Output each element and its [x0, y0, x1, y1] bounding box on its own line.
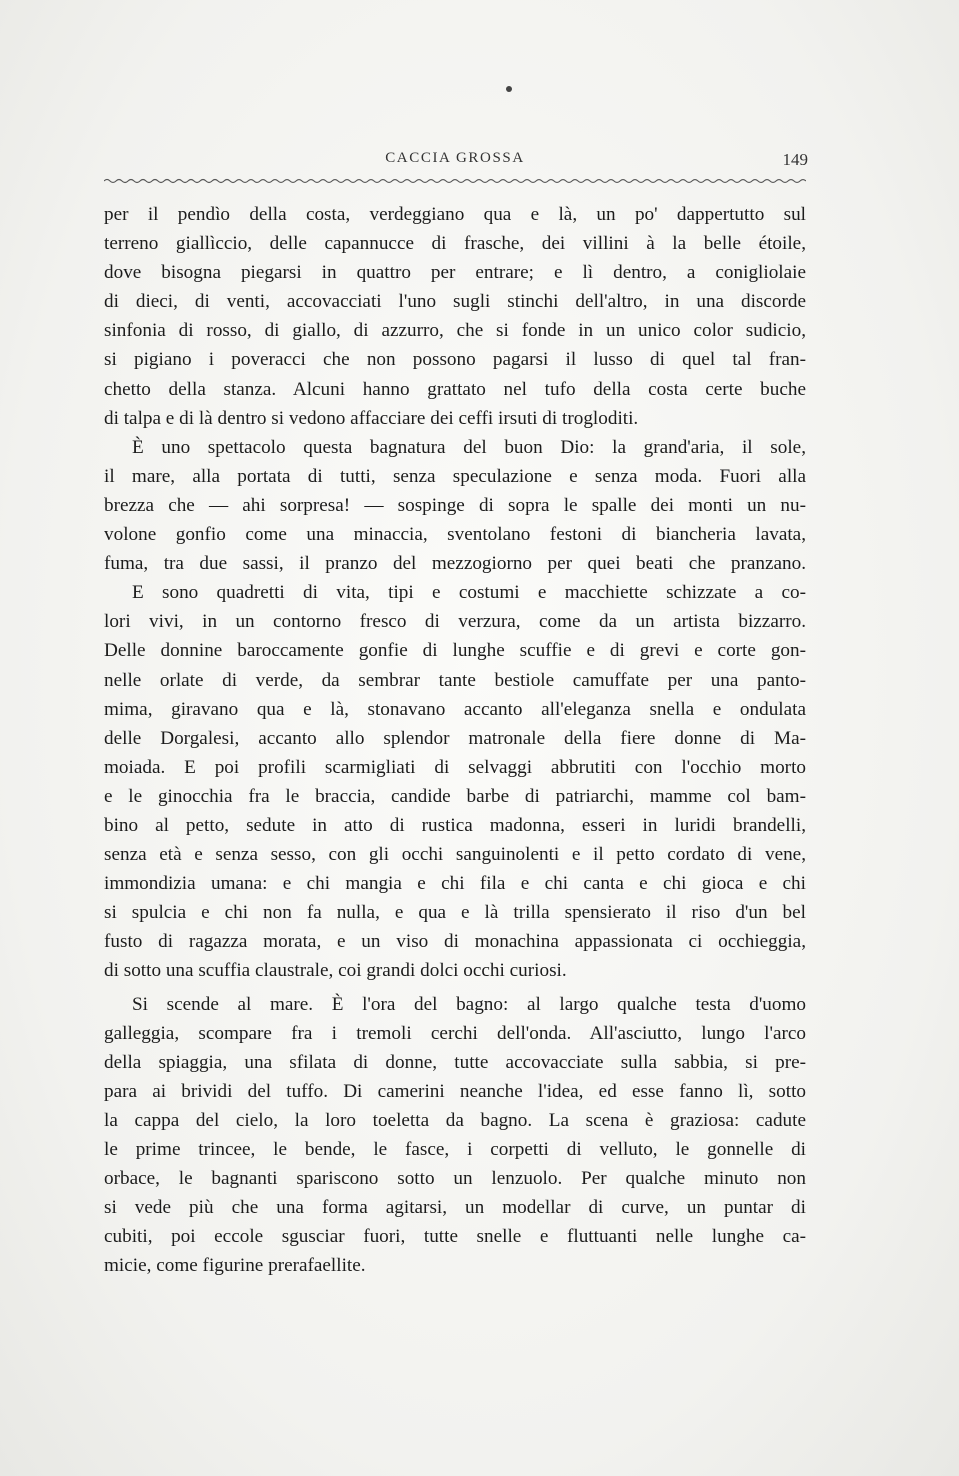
text-line: fuma, tra due sassi, il pranzo del mezzogiorno per quei beati che pranzano. [104, 553, 806, 575]
text-line: della spiaggia, una sfilata di donne, tutte accovacciate sulla sabbia, si pre- [104, 1051, 806, 1073]
text-line: nelle orlate di verde, da sembrar tante bestiole camuffate per una panto- [104, 669, 806, 691]
text-line: Delle donnine baroccamente gonfie di lunghe scuffie e di grevi e corte gon- [104, 640, 806, 662]
text-line: E sono quadretti di vita, tipi e costumi e macchiette schizzate a co- [132, 582, 806, 604]
text-line: le prime trincee, le bende, le fasce, i corpetti di velluto, le gonnelle di [104, 1139, 806, 1160]
text-line: galleggia, scompare fra i tremoli cerchi dell'onda. All'asciutto, lungo l'arco [104, 1022, 806, 1044]
text-line: bino al petto, sedute in atto di rustica madonna, esseri in luridi brandelli, [104, 814, 806, 836]
text-line: micie, come figurine prerafaellite. [104, 1255, 366, 1277]
text-line: orbace, le bagnanti spariscono sotto un lenzuolo. Per qualche minuto non [104, 1168, 806, 1190]
text-line: delle Dorgalesi, accanto allo splendor matronale della fiere donne di Ma- [104, 727, 806, 749]
body-text [104, 200, 806, 1280]
text-line: È uno spettacolo questa bagnatura del buon Dio: la grand'aria, il sole, [132, 436, 806, 458]
text-line: senza età e senza sesso, con gli occhi sanguinolenti e il petto cordato di vene, [104, 844, 806, 866]
page-speck [506, 86, 512, 92]
text-line: fusto di ragazza morata, e un viso di monachina appassionata ci occhieggia, [104, 931, 806, 953]
text-line: terreno giallìccio, delle capannucce di frasche, dei villini à la belle étoile, [104, 233, 806, 255]
text-line: si spulcia e chi non fa nulla, e qua e là trilla spensierato il riso d'un bel [104, 902, 806, 924]
page-number: 149 [782, 150, 808, 169]
wavy-rule [104, 177, 806, 185]
text-line: di dieci, di venti, accovacciati l'uno sugli stinchi dell'altro, in una discorde [104, 291, 806, 313]
text-line: sinfonia di rosso, di giallo, di azzurro, che si fonde in un unico color sudicio, [104, 320, 806, 342]
running-head-title: CACCIA GROSSA [385, 150, 525, 166]
text-line: brezza che — ahi sorpresa! — sospinge di sopra le spalle dei monti un nu- [104, 494, 806, 516]
text-line: si pigiano i poveracci che non possono pagarsi il lusso di quel tal fran- [104, 349, 806, 371]
text-line: para ai brividi del tuffo. Di camerini neanche l'idea, ed esse fanno lì, sotto [104, 1080, 806, 1102]
text-line: lori vivi, in un contorno fresco di verzura, come da un artista bizzarro. [104, 611, 806, 633]
text-line: si vede più che una forma agitarsi, un modellar di curve, un puntar di [104, 1197, 806, 1219]
text-line: di sotto una scuffia claustrale, coi grandi dolci occhi curiosi. [104, 960, 567, 982]
text-line: di talpa e di là dentro si vedono affacciare dei ceffi irsuti di trogloditi. [104, 407, 639, 429]
text-line: volone gonfio come una minaccia, sventolano festoni di biancheria lavata, [104, 524, 806, 546]
text-line: moiada. E poi profili scarmigliati di selvaggi abbrutiti con l'occhio morto [104, 756, 806, 778]
text-line: la cappa del cielo, la loro toeletta da bagno. La scena è graziosa: cadute [104, 1109, 806, 1131]
text-line: cubiti, poi eccole sgusciar fuori, tutte snelle e fluttuanti nelle lunghe ca- [104, 1226, 806, 1248]
text-line: il mare, alla portata di tutti, senza speculazione e senza moda. Fuori alla [104, 465, 806, 487]
text-line: dove bisogna piegarsi in quattro per entrare; e lì dentro, a conigliolaie [104, 262, 806, 284]
text-line: per il pendìo della costa, verdeggiano qua e là, un po' dappertutto sul [104, 204, 806, 225]
text-line: chetto della stanza. Alcuni hanno grattato nel tufo della costa certe buche [104, 378, 806, 400]
text-line: mima, giravano qua e là, stonavano accanto all'eleganza snella e ondulata [104, 698, 806, 720]
text-line: immondizia umana: e chi mangia e chi fila e chi canta e chi gioca e chi [104, 873, 806, 895]
running-head [104, 150, 806, 174]
text-line: e le ginocchia fra le braccia, candide barbe di patriarchi, mamme col bam- [104, 785, 806, 807]
text-line: Si scende al mare. È l'ora del bagno: al largo qualche testa d'uomo [132, 993, 806, 1015]
